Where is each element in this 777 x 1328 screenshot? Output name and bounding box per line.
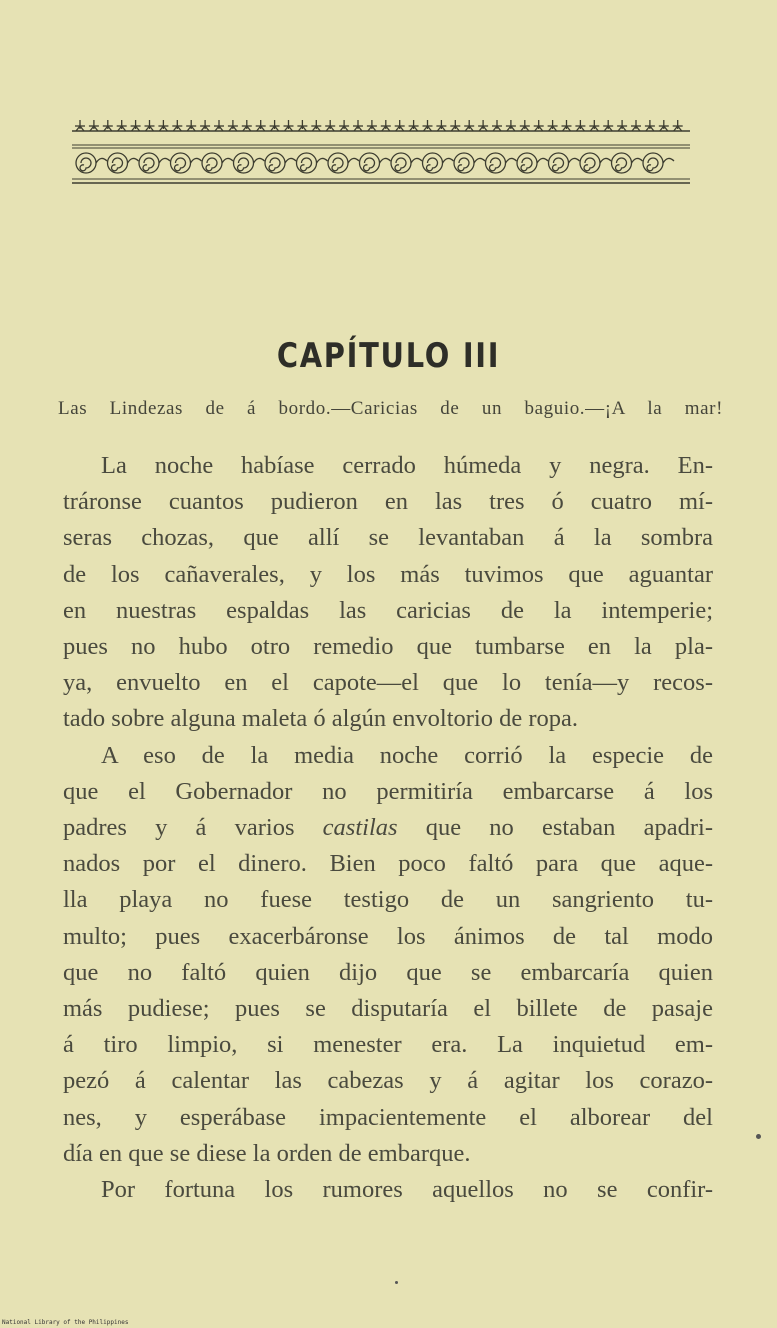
text-line: más pudiese; pues se disputaría el billete de pasaje xyxy=(63,995,713,1023)
text-line: día en que se diese la orden de embarque. xyxy=(63,1139,471,1167)
text-line: lla playa no fuese testigo de un sangriento tu- xyxy=(63,886,713,914)
ornament-star xyxy=(381,120,391,131)
text-line: á tiro limpio, si menester era. La inquietud em- xyxy=(63,1031,713,1059)
ornament-scroll xyxy=(486,153,517,173)
ornament-scroll xyxy=(423,153,454,173)
ornament-scroll xyxy=(517,153,548,173)
ornament-star xyxy=(172,120,182,131)
ornament-scroll xyxy=(202,153,233,173)
library-stamp: National Library of the Philippines xyxy=(2,1319,129,1326)
ornament-star xyxy=(353,120,363,131)
text-line: pues no hubo otro remedio que tumbarse en la pla- xyxy=(63,633,713,661)
ornament-star xyxy=(228,120,238,131)
text-line: que no faltó quien dijo que se embarcaría quien xyxy=(63,958,713,986)
ornament-star xyxy=(659,120,669,131)
text-line: multo; pues exacerbáronse los ánimos de tal modo xyxy=(63,922,713,950)
italic-word: castilas xyxy=(322,814,398,842)
text-line: seras chozas, que allí se levantaban á la sombra xyxy=(63,524,713,552)
ornament-star xyxy=(631,120,641,131)
text-line: que el Gobernador no permitiría embarcarse á los xyxy=(63,777,713,805)
ornament-star xyxy=(311,120,321,131)
ornament-scroll xyxy=(108,153,139,173)
ornament-scroll xyxy=(360,153,391,173)
ornament-scroll xyxy=(265,153,296,173)
ornament-star xyxy=(520,120,530,131)
ornament-star xyxy=(339,120,349,131)
text-line: Por fortuna los rumores aquellos no se confir- xyxy=(101,1176,713,1204)
ornament-star xyxy=(395,120,405,131)
ornament-star xyxy=(214,120,224,131)
text-segment: padres y á varios xyxy=(63,814,323,842)
body-text xyxy=(63,448,713,1208)
ornament-star xyxy=(200,120,210,131)
ornament-star xyxy=(297,120,307,131)
chapter-title: CAPÍTULO III xyxy=(276,336,501,376)
text-line: de los cañaverales, y los más tuvimos que aguantar xyxy=(63,560,713,588)
ornament-star xyxy=(158,120,168,131)
ornament-star xyxy=(423,120,433,131)
text-line: nados por el dinero. Bien poco faltó para que aque- xyxy=(63,850,713,878)
ink-speck xyxy=(395,1281,398,1284)
ornament-star xyxy=(284,120,294,131)
ornament-star xyxy=(436,120,446,131)
text-line: A eso de la media noche corrió la especie de xyxy=(101,741,713,769)
ornament-star xyxy=(506,120,516,131)
ornament-star xyxy=(534,120,544,131)
ornament-star xyxy=(270,120,280,131)
text-line: tado sobre alguna maleta ó algún envoltorio de ropa. xyxy=(63,705,579,733)
ornament-scroll xyxy=(454,153,485,173)
ornament-star xyxy=(325,120,335,131)
ornament-scroll xyxy=(328,153,359,173)
ink-speck xyxy=(756,1134,761,1139)
ornament-star xyxy=(548,120,558,131)
ornament-star xyxy=(450,120,460,131)
ornament-scroll xyxy=(391,153,422,173)
ornament-star xyxy=(75,120,85,131)
text-line: nes, y esperábase impacientemente el alborear del xyxy=(63,1103,713,1131)
ornament-star xyxy=(89,120,99,131)
ornament-star xyxy=(256,120,266,131)
ornament-star xyxy=(645,120,655,131)
ornament-star xyxy=(242,120,252,131)
ornament-scroll xyxy=(549,153,580,173)
text-line xyxy=(63,810,713,846)
text-line: ya, envuelto en el capote—el que lo tenía—y recos- xyxy=(63,669,713,697)
ornament-star xyxy=(117,120,127,131)
text-line: en nuestras espaldas las caricias de la intemperie; xyxy=(63,596,713,624)
text-line: tráronse cuantos pudieron en las tres ó cuatro mí- xyxy=(63,488,713,516)
ornament-star xyxy=(478,120,488,131)
ornament-scroll xyxy=(612,153,643,173)
ornament-star xyxy=(492,120,502,131)
ornament-scroll xyxy=(580,153,611,173)
ornament-scroll xyxy=(76,153,107,173)
ornament-star xyxy=(103,120,113,131)
ornament-star xyxy=(603,120,613,131)
text-line: pezó á calentar las cabezas y á agitar los corazo- xyxy=(63,1067,713,1095)
ornament-star xyxy=(464,120,474,131)
ornament-scroll xyxy=(297,153,328,173)
ornament-scroll xyxy=(171,153,202,173)
ornament-scroll xyxy=(139,153,170,173)
chapter-ornament-border xyxy=(72,118,690,188)
chapter-subtitle: Las Lindezas de á bordo.—Caricias de un baguio.—¡A la mar! xyxy=(58,398,723,419)
ornament-star xyxy=(562,120,572,131)
ornament-star xyxy=(409,120,419,131)
ornament-star xyxy=(145,120,155,131)
ornament-star xyxy=(673,120,683,131)
ornament-star xyxy=(367,120,377,131)
text-line: La noche habíase cerrado húmeda y negra. En- xyxy=(101,452,713,479)
ornament-scroll xyxy=(234,153,265,173)
ornament-star xyxy=(131,120,141,131)
ornament-scroll xyxy=(643,153,674,173)
ornament-star xyxy=(617,120,627,131)
text-segment: que no estaban apadri- xyxy=(397,814,713,842)
ornament-star xyxy=(186,120,196,131)
ornament-star xyxy=(589,120,599,131)
ornament-star xyxy=(575,120,585,131)
